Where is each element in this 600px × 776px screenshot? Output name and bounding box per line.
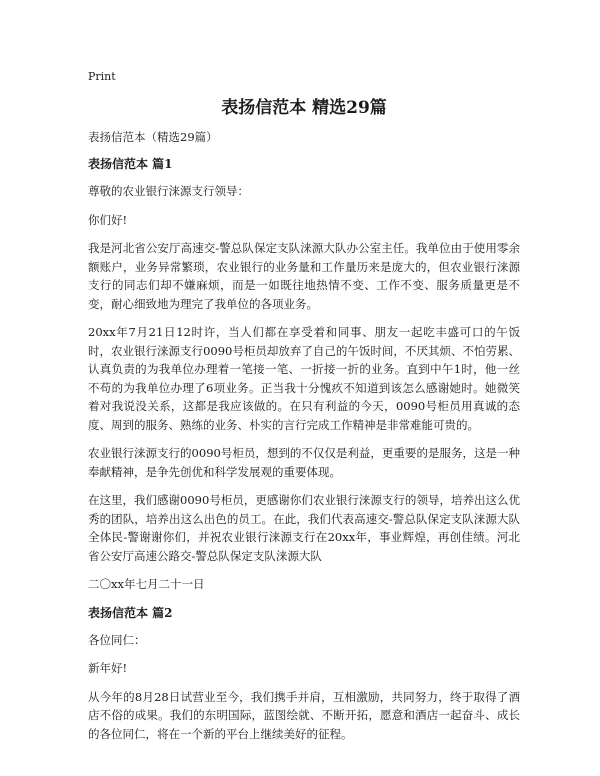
body-paragraph: 我是河北省公安厅高速交-警总队保定支队涞源大队办公室主任。我单位由于使用零余额账户，业务异常繁琐，农业银行的业务量和工作量历来是庞大的，但农业银行涞源支行的同志们却不嫌麻烦，而是一如既往地热情不变、工作不变、服务质量更是不变，耐心细致地为理完了我单位的各项业务。: [88, 241, 520, 311]
letter-date: 二〇xx年七月二十一日: [88, 577, 205, 591]
section-heading: 表扬信范本 篇1: [88, 157, 173, 171]
salutation: 尊敬的农业银行涞源支行领导：: [88, 184, 249, 198]
greeting: 新年好!: [88, 661, 128, 675]
body-paragraph: 20xx年7月21日12时许，当人们都在享受着和同事、朋友一起吃丰盛可口的午饭时，农业银行涞源支行0090号柜员却放弃了自己的午饭时间，不厌其烦、不怕劳累、认真负责的为我单位办理着一笔接一笔、一折接一折的业务。直到中午1时，他一丝不苟的为我单位办理了6项业务。正当我十分愧疚不知道到该怎么感谢她时。她微笑着对我说没关系，这都是我应该做的。在只有利益的今天，0090号柜员用真诚的态度、周到的服务、熟练的业务、朴实的言行完成工作精神是非常难能可贵的。: [88, 325, 520, 432]
section-heading: 表扬信范本 篇2: [88, 605, 173, 620]
document-subtitle: 表扬信范本（精选29篇）: [88, 130, 218, 144]
greeting: 你们好!: [88, 212, 128, 227]
document-title: 表扬信范本 精选29篇: [221, 98, 387, 118]
body-paragraph: 农业银行涞源支行的0090号柜员，想到的不仅仅是利益，更重要的是服务，这是一种奉献精神，是争先创优和科学发展观的重要体现。: [88, 446, 520, 479]
print-label: Print: [88, 70, 116, 83]
salutation: 各位同仁：: [88, 632, 146, 647]
section-2: [88, 604, 520, 744]
document-page: [88, 68, 520, 753]
section-1: [88, 155, 520, 594]
body-paragraph: 从今年的8月28日试营业至今，我们携手并肩，互相激励，共同努力，终于取得了酒店不俗的成果。我们的东明国际，蓝图绘就、不断开拓，愿意和酒店一起奋斗、成长的各位同仁，将在一个新的平台上继续美好的征程。: [88, 689, 520, 741]
body-paragraph: 在这里，我们感谢0090号柜员，更感谢你们农业银行涞源支行的领导，培养出这么优秀的团队，培养出这么出色的员工。在此，我们代表高速交-警总队保定支队涞源大队全体民-警谢谢你们，并祝农业银行涞源支行在20xx年，事业辉煌，再创佳绩。河北省公安厅高速公路交-警总队保定支队涞源大队: [88, 493, 520, 563]
